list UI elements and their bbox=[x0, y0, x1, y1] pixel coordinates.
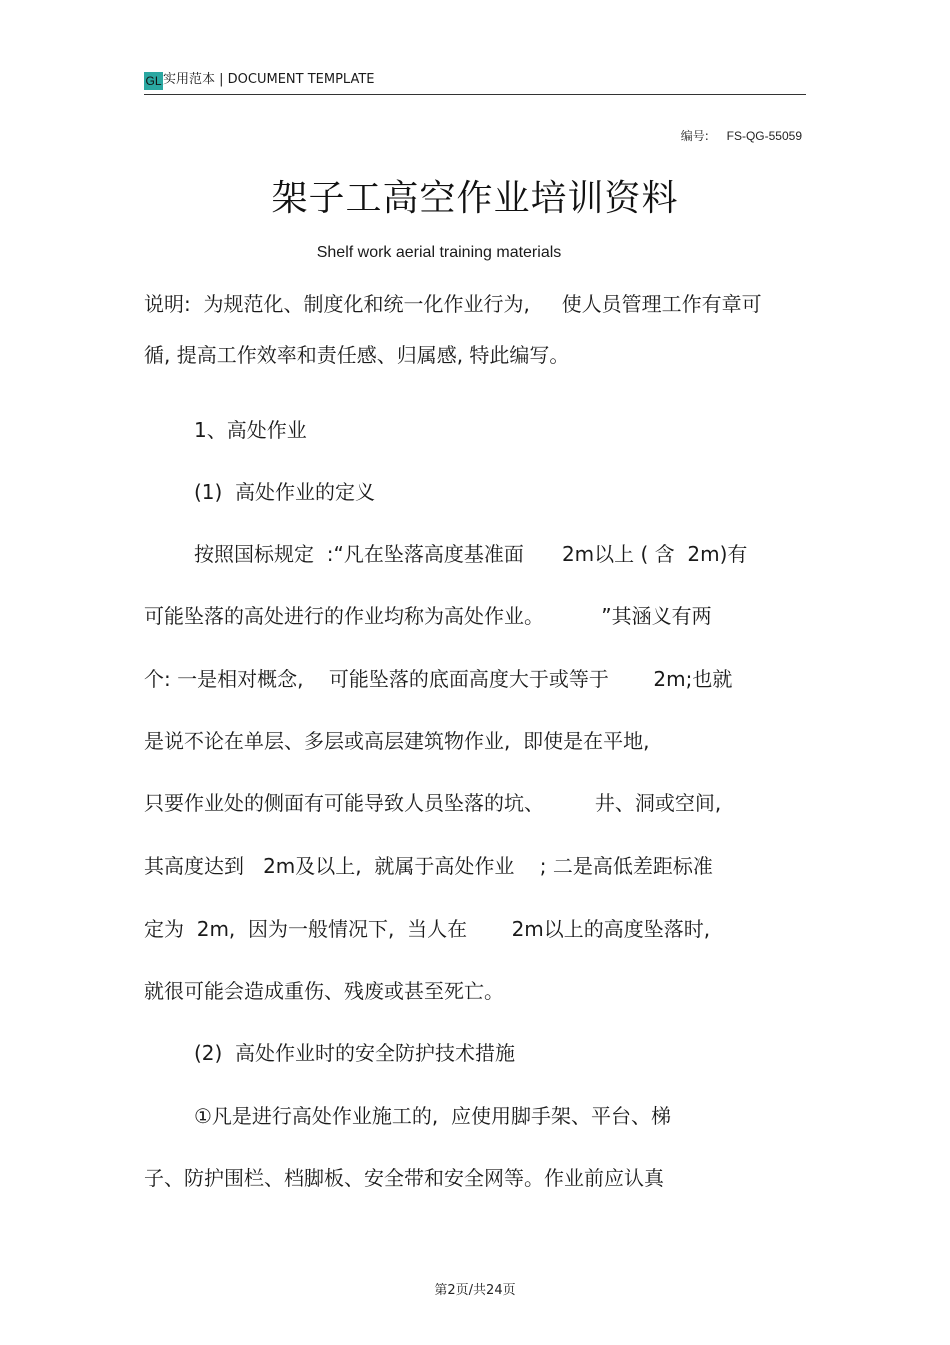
body-line: 只要作业处的侧面有可能导致人员坠落的坑、 井、洞或空间, bbox=[144, 791, 722, 815]
document-number bbox=[681, 127, 802, 144]
document-header bbox=[144, 70, 806, 95]
body-line: 子、防护围栏、档脚板、安全带和安全网等。作业前应认真 bbox=[144, 1166, 664, 1190]
document-number-label: 编号: bbox=[680, 129, 709, 143]
body-line: 按照国标规定 :“凡在坠落高度基准面 2m以上 ( 含 2m)有 bbox=[194, 542, 748, 566]
body-line: 定为 2m, 因为一般情况下, 当人在 2m以上的高度坠落时, bbox=[144, 917, 711, 941]
page-title: 架子工高空作业培训资料 bbox=[271, 178, 679, 219]
section-heading: 1、高处作业 bbox=[194, 418, 307, 442]
body-line: ①凡是进行高处作业施工的, 应使用脚手架、平台、梯 bbox=[194, 1104, 672, 1128]
page-subtitle: Shelf work aerial training materials bbox=[316, 244, 562, 261]
body-line: 个: 一是相对概念, 可能坠落的底面高度大于或等于 2m;也就 bbox=[144, 667, 733, 691]
header-label: 实用范本 | DOCUMENT TEMPLATE bbox=[163, 72, 375, 87]
body-line: 是说不论在单层、多层或高层建筑物作业, 即使是在平地, bbox=[144, 729, 650, 753]
subsection-heading: (2) 高处作业时的安全防护技术措施 bbox=[194, 1041, 516, 1065]
document-number-value: FS-QG-55059 bbox=[726, 129, 802, 143]
body-line: 其高度达到 2m及以上, 就属于高处作业 ; 二是高低差距标准 bbox=[144, 854, 713, 878]
body-line: 说明: 为规范化、制度化和统一化作业行为, 使人员管理工作有章可 bbox=[144, 292, 762, 316]
body-line: 可能坠落的高处进行的作业均称为高处作业。 ”其涵义有两 bbox=[144, 604, 712, 628]
subsection-heading: (1) 高处作业的定义 bbox=[194, 480, 376, 504]
body-line: 循, 提高工作效率和责任感、归属感, 特此编写。 bbox=[144, 343, 570, 367]
body-line: 就很可能会造成重伤、残废或甚至死亡。 bbox=[144, 979, 504, 1003]
gl-logo-badge: GL bbox=[145, 74, 162, 88]
page-footer: 第2页/共24页 bbox=[434, 1283, 516, 1298]
